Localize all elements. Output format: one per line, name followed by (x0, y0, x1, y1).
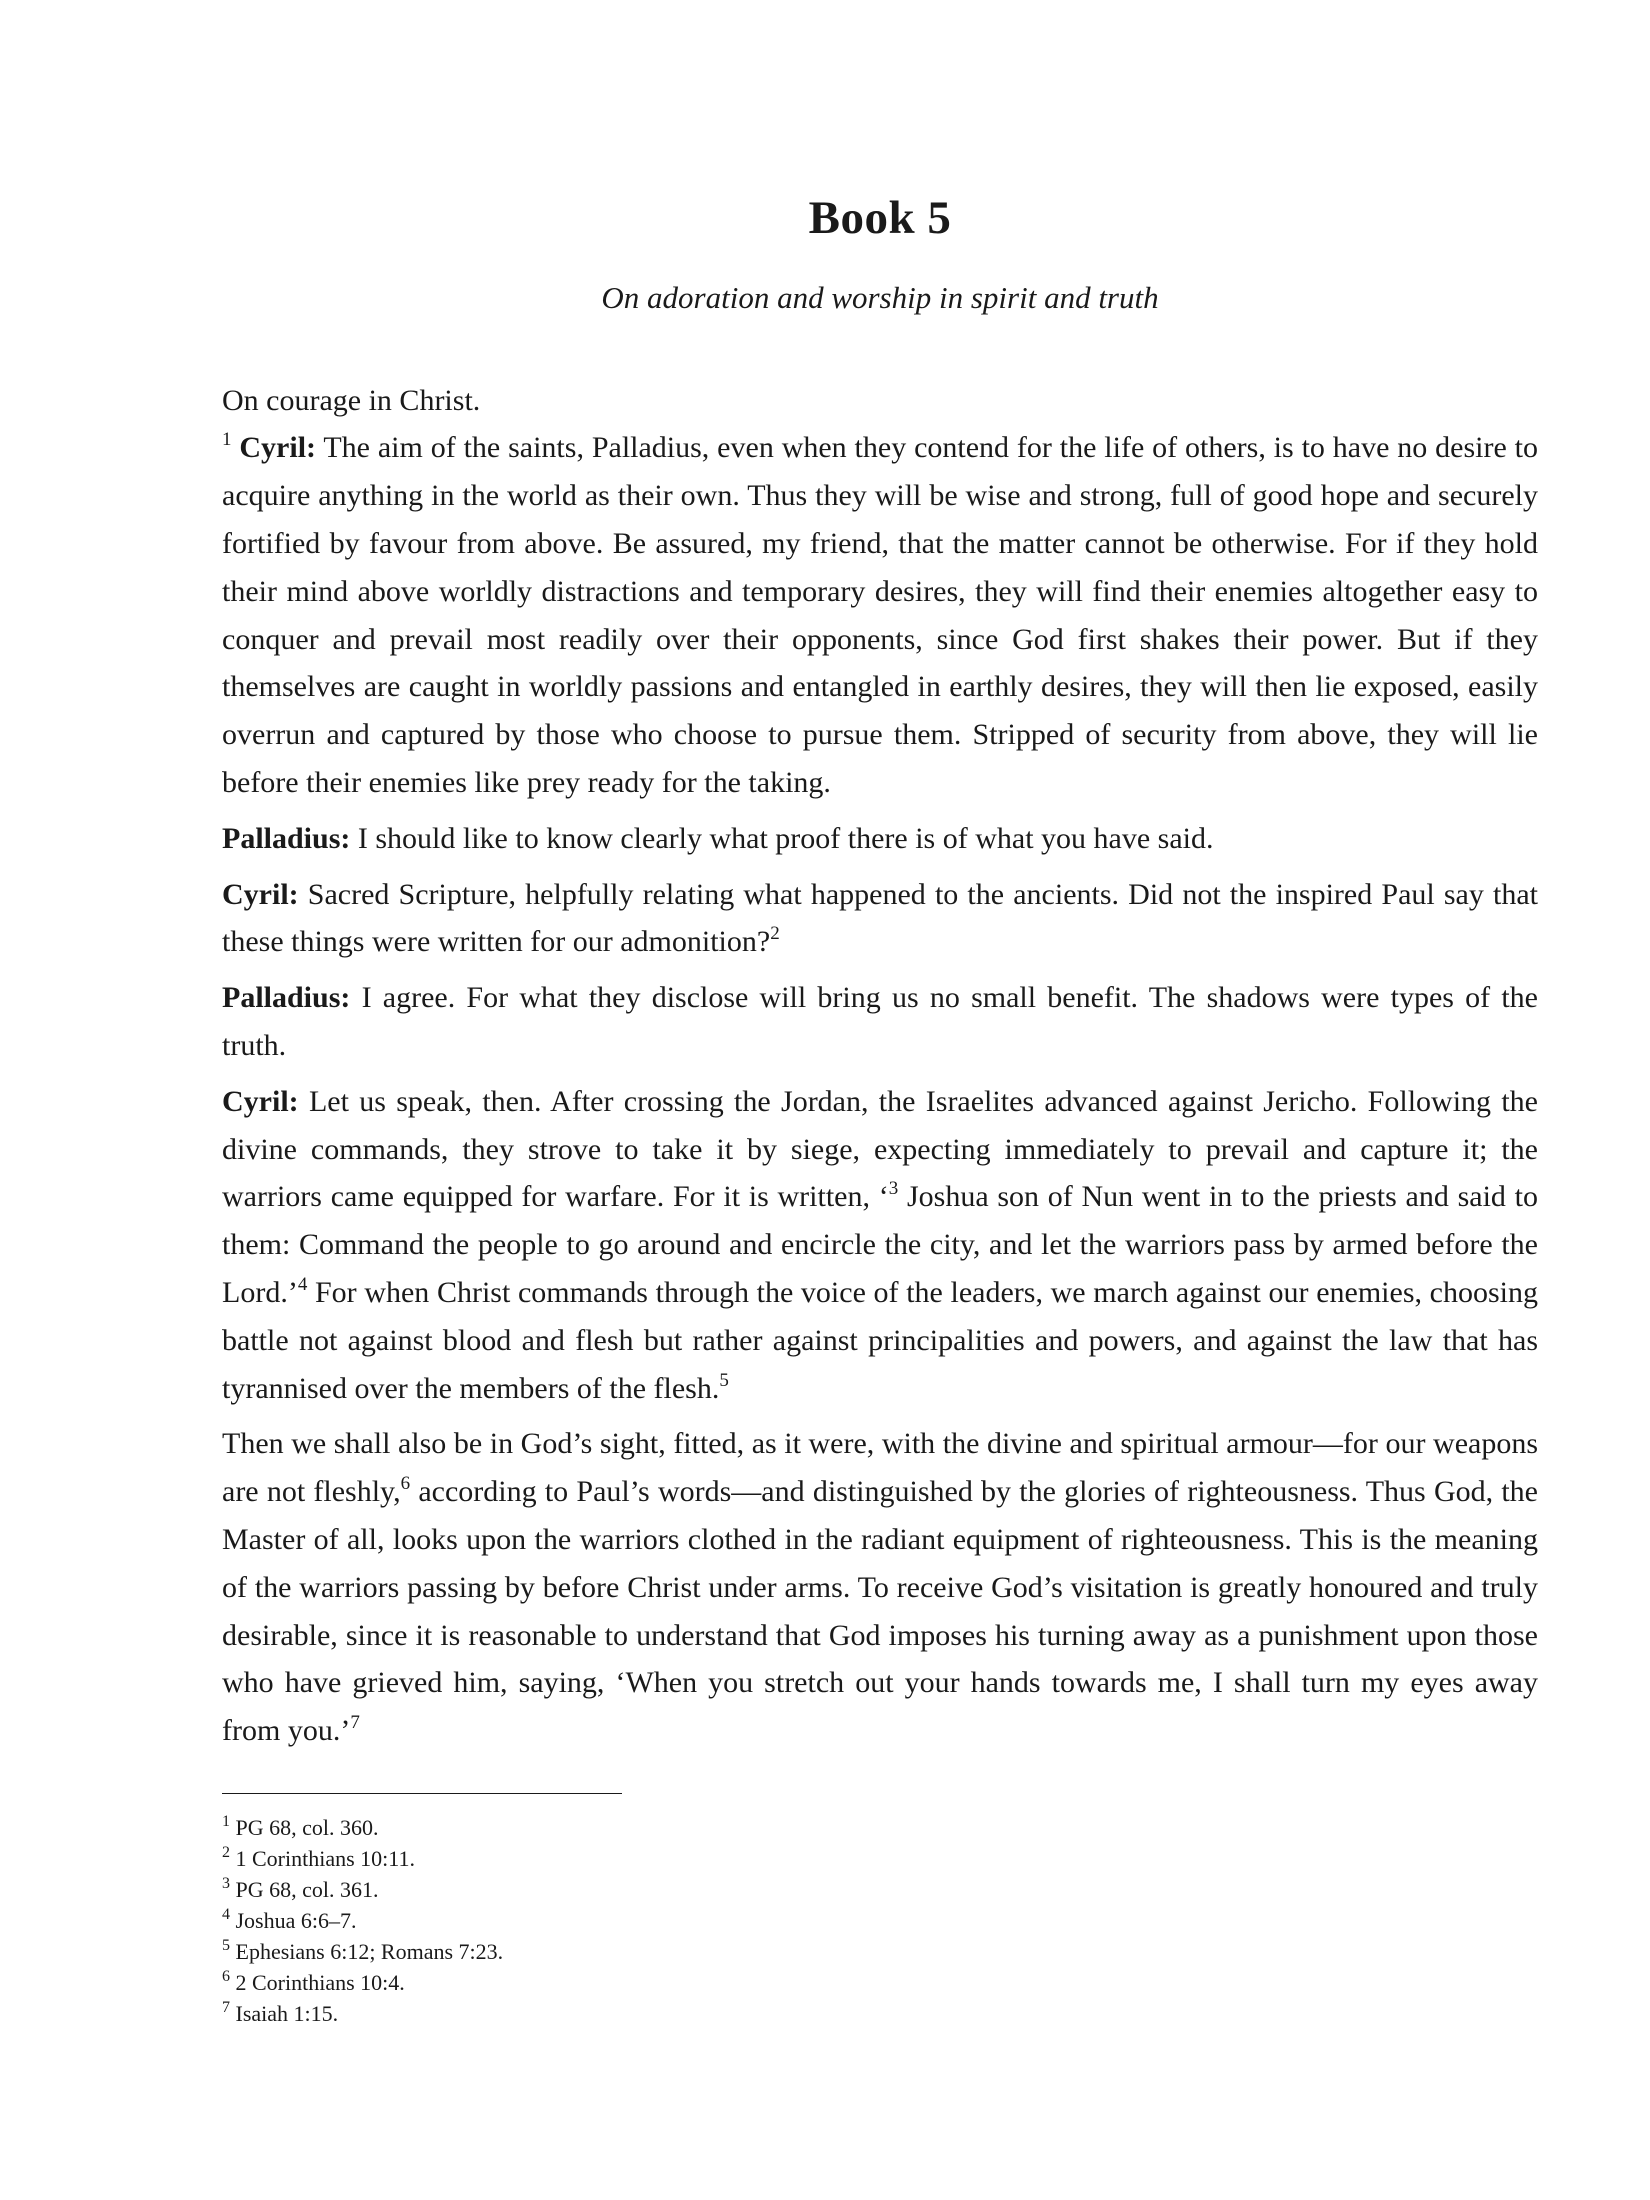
paragraph-palladius-2 (222, 974, 1538, 1070)
footnote-ref-5[interactable]: 5 (719, 1369, 729, 1391)
footnote-2 (222, 1843, 1222, 1874)
book-subtitle: On adoration and worship in spirit and truth (601, 280, 1159, 316)
footnote-text: Ephesians 6:12; Romans 7:23. (230, 1939, 504, 1964)
footnote-text: Joshua 6:6–7. (230, 1908, 357, 1933)
speaker-palladius: Palladius: (222, 981, 351, 1015)
paragraph-text: The aim of the saints, Palladius, even when they contend for the life of others, is to have no desire to acquire anything in the world as their own. Thus they will be wise and strong, full of good hope and securely fortified by favour from above. Be assured, my friend, that the matter cannot be otherwise. For if they hold their mind above worldly distractions and temporary desires, they will find their enemies altogether easy to conquer and prevail most readily over their opponents, since God first shakes their power. But if they themselves are caught in worldly passions and entangled in earthly desires, they will then lie exposed, easily overrun and captured by those who choose to pursue them. Stripped of security from above, they will lie before their enemies like prey ready for the taking. (222, 431, 1538, 800)
footnote-7 (222, 1998, 1222, 2029)
paragraph-palladius-1 (222, 815, 1538, 863)
footnote-text: 1 Corinthians 10:11. (230, 1846, 415, 1871)
paragraph-continuation (222, 1420, 1538, 1755)
paragraph-text: Let us speak, then. After crossing the Jordan, the Israelites advanced against Jericho. Following the divine commands, they strove to take it by siege, expecting immediately to prevail and capture it; the warriors came equipped for warfare. For it is written, ‘ (222, 1084, 1538, 1214)
footnote-number: 5 (222, 1937, 230, 1954)
paragraph-text: Joshua son of Nun went in to the priests and said to them: Command the people to go around and encircle the city, and let the warriors pass by armed before the Lord.’ (222, 1180, 1539, 1310)
footnotes (222, 1812, 1222, 2029)
footnote-number: 4 (222, 1906, 230, 1923)
page-content (222, 190, 1538, 1755)
paragraph-cyril-1 (222, 424, 1538, 806)
footnote-text: Isaiah 1:15. (230, 2001, 339, 2026)
footnote-4 (222, 1905, 1222, 1936)
footnote-ref-3[interactable]: 3 (888, 1178, 899, 1200)
paragraph-text: Then we shall also be in God’s sight, fitted, as it were, with the divine and spiritual armour—for our weapons are not fleshly, (222, 1427, 1538, 1509)
footnote-ref-7[interactable]: 7 (350, 1712, 360, 1734)
footnote-number: 3 (222, 1875, 230, 1892)
footnote-divider (222, 1793, 622, 1794)
footnote-ref-1[interactable]: 1 (222, 429, 232, 451)
footnote-number: 7 (222, 1999, 230, 2016)
footnote-5 (222, 1936, 1222, 1967)
paragraph-text: I agree. For what they disclose will bring us no small benefit. The shadows were types of the truth. (222, 981, 1538, 1063)
footnote-text: PG 68, col. 360. (230, 1815, 379, 1840)
intro-line: On courage in Christ. (222, 383, 481, 417)
footnote-ref-4[interactable]: 4 (297, 1274, 308, 1296)
footnote-1 (222, 1812, 1222, 1843)
footnote-ref-6[interactable]: 6 (400, 1473, 411, 1495)
paragraph-cyril-2 (222, 871, 1538, 967)
footnote-number: 2 (222, 1844, 230, 1861)
speaker-cyril: Cyril: (222, 877, 299, 911)
book-title: Book 5 (808, 192, 952, 244)
paragraph-text: I should like to know clearly what proof there is of what you have said. (350, 821, 1214, 855)
footnote-ref-2[interactable]: 2 (770, 923, 780, 945)
footnote-3 (222, 1874, 1222, 1905)
speaker-palladius: Palladius: (222, 821, 351, 855)
speaker-cyril: Cyril: (222, 1084, 299, 1118)
paragraph-text: For when Christ commands through the voice of the leaders, we march against our enemies, choosing battle not against blood and flesh but rather against principalities and powers, and against the law that has tyrannised over the members of the flesh. (222, 1276, 1538, 1405)
footnote-text: 2 Corinthians 10:4. (230, 1970, 405, 1995)
paragraph-text: Sacred Scripture, helpfully relating what happened to the ancients. Did not the inspired Paul say that these things were written for our admonition? (222, 877, 1538, 959)
body-text (222, 377, 1538, 1755)
footnote-text: PG 68, col. 361. (230, 1877, 379, 1902)
paragraph-text: according to Paul’s words—and distinguished by the glories of righteousness. Thus God, the Master of all, looks upon the warriors clothed in the radiant equipment of righteousness. This is the meaning of the warriors passing by before Christ under arms. To receive God’s visitation is greatly honoured and truly desirable, since it is reasonable to understand that God imposes his turning away as a punishment upon those who have grieved him, saying, ‘When you stretch out your hands towards me, I shall turn my eyes away from you.’ (222, 1475, 1538, 1748)
speaker-cyril: Cyril: (239, 431, 317, 465)
footnote-number: 1 (222, 1813, 230, 1830)
paragraph-cyril-3 (222, 1078, 1538, 1413)
footnote-6 (222, 1967, 1222, 1998)
footnote-number: 6 (222, 1968, 230, 1985)
